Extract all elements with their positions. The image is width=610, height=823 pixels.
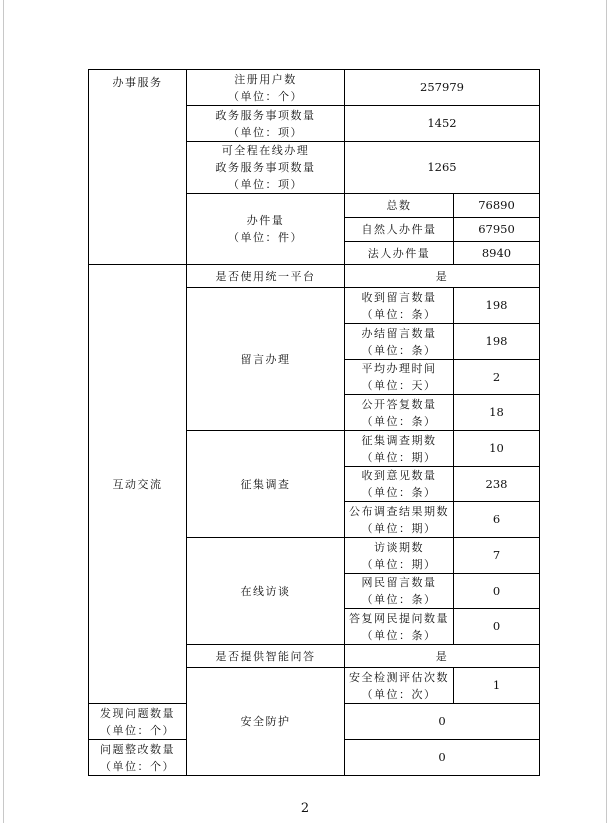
sub-value: 6 (454, 502, 540, 538)
group-label-survey: 征集调查 (187, 431, 345, 538)
section-label-service: 办事服务 (89, 70, 187, 265)
row-label: 政务服务事项数量 （单位：项） (187, 106, 345, 142)
sub-label: 征集调查期数 （单位：期） (345, 431, 454, 467)
statistics-table (88, 69, 540, 776)
sub-label: 公开答复数量 （单位：条） (345, 395, 454, 431)
row-label: 是否提供智能问答 (187, 645, 345, 668)
sub-value: 67950 (454, 218, 540, 242)
sub-label: 收到留言数量 （单位：条） (345, 288, 454, 324)
table-row (89, 70, 540, 106)
row-value: 是 (345, 265, 540, 288)
table-row (89, 265, 540, 288)
row-value: 是 (345, 645, 540, 668)
row-value: 1265 (345, 142, 540, 194)
sub-value: 8940 (454, 242, 540, 265)
page-number: 2 (300, 801, 310, 816)
sub-value: 2 (454, 360, 540, 395)
row-label: 注册用户数 （单位：个） (187, 70, 345, 106)
sub-value: 7 (454, 538, 540, 574)
page-edge-left (3, 0, 4, 823)
row-label: 可全程在线办理 政务服务事项数量 （单位：项） (187, 142, 345, 194)
sub-label: 答复网民提问数量 （单位：条） (345, 609, 454, 645)
row-value: 1452 (345, 106, 540, 142)
row-label: 办件量 （单位：件） (187, 194, 345, 265)
sub-value: 76890 (454, 194, 540, 218)
row-label: 发现问题数量 （单位：个） (89, 704, 187, 740)
group-label-interview: 在线访谈 (187, 538, 345, 645)
row-label: 问题整改数量 （单位：个） (89, 740, 187, 776)
sub-label: 收到意见数量 （单位：条） (345, 467, 454, 502)
sub-label: 网民留言数量 （单位：条） (345, 574, 454, 609)
section-label-interaction: 互动交流 (89, 265, 187, 704)
row-value: 1 (454, 668, 540, 704)
row-label: 安全检测评估次数 （单位：次） (345, 668, 454, 704)
row-value: 0 (345, 704, 540, 740)
sub-label: 法人办件量 (345, 242, 454, 265)
sub-label: 自然人办件量 (345, 218, 454, 242)
sub-value: 10 (454, 431, 540, 467)
row-value: 0 (345, 740, 540, 776)
sub-value: 198 (454, 324, 540, 360)
sub-value: 198 (454, 288, 540, 324)
page-edge-right (606, 0, 607, 823)
sub-label: 公布调查结果期数 （单位：期） (345, 502, 454, 538)
section-label-security: 安全防护 (187, 668, 345, 776)
sub-value: 0 (454, 609, 540, 645)
sub-value: 0 (454, 574, 540, 609)
row-value: 257979 (345, 70, 540, 106)
sub-label: 平均办理时间 （单位：天） (345, 360, 454, 395)
sub-label: 访谈期数 （单位：期） (345, 538, 454, 574)
sub-value: 18 (454, 395, 540, 431)
sub-label: 办结留言数量 （单位：条） (345, 324, 454, 360)
sub-value: 238 (454, 467, 540, 502)
sub-label: 总数 (345, 194, 454, 218)
group-label-messages: 留言办理 (187, 288, 345, 431)
row-label: 是否使用统一平台 (187, 265, 345, 288)
